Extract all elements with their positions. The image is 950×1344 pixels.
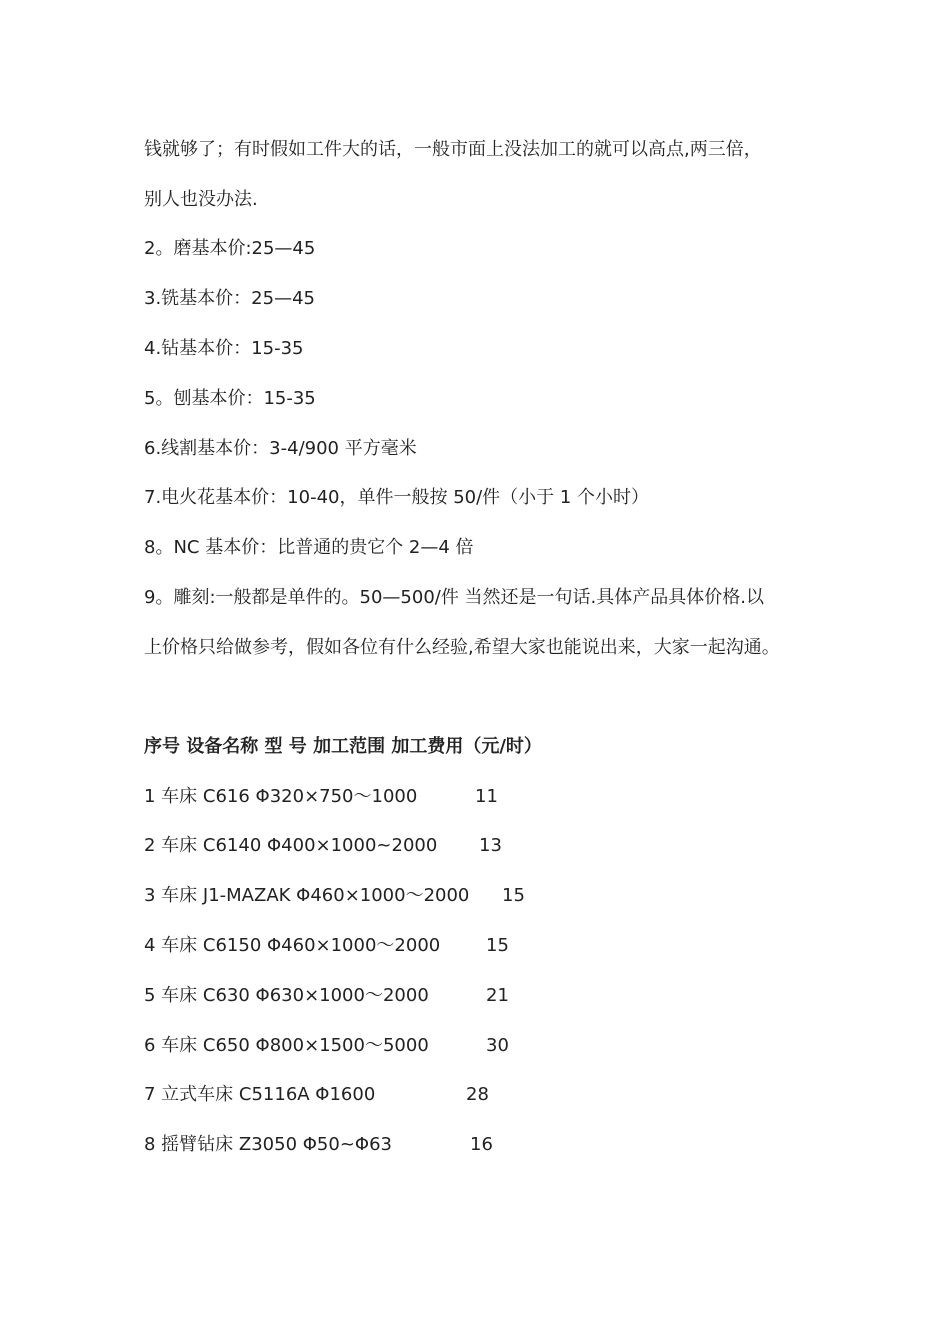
row-fee: 15 [502,885,525,906]
price-item-nc: 8。NC 基本价：比普通的贵它个 2—4 倍 [144,537,474,558]
price-item-edm: 7.电火花基本价：10-40，单件一般按 50/件（小于 1 个小时） [144,487,650,508]
row-fee: 15 [486,935,509,956]
row-text: 8 摇臂钻床 Z3050 Φ50~Φ63 [144,1134,392,1155]
row-fee: 21 [486,985,509,1006]
table-header: 序号 设备名称 型 号 加工范围 加工费用（元/时） [144,736,542,757]
price-item-wire-cut: 6.线割基本价：3-4/900 平方毫米 [144,438,417,459]
price-item-planing: 5。刨基本价：15-35 [144,388,316,409]
row-fee: 30 [486,1035,509,1056]
row-text: 5 车床 C630 Φ630×1000～2000 [144,985,429,1006]
row-fee: 28 [466,1084,489,1105]
row-text: 2 车床 C6140 Φ400×1000~2000 [144,835,438,856]
row-text: 7 立式车床 C5116A Φ1600 [144,1084,376,1105]
paragraph-line: 上价格只给做参考，假如各位有什么经验,希望大家也能说出来，大家一起沟通。 [144,637,780,658]
price-item-engraving: 9。雕刻:一般都是单件的。50—500/件 当然还是一句话.具体产品具体价格.以 [144,587,765,608]
row-text: 6 车床 C650 Φ800×1500～5000 [144,1035,429,1056]
row-fee: 11 [475,786,498,807]
paragraph-line: 钱就够了；有时假如工件大的话，一般市面上没法加工的就可以高点,两三倍， [144,139,762,160]
paragraph-line: 别人也没办法. [144,189,258,210]
price-item-grinding: 2。磨基本价:25—45 [144,238,316,259]
row-fee: 16 [470,1134,493,1155]
row-text: 3 车床 J1-MAZAK Φ460×1000～2000 [144,885,470,906]
price-item-milling: 3.铣基本价：25—45 [144,288,315,309]
row-text: 1 车床 C616 Φ320×750～1000 [144,786,418,807]
row-text: 4 车床 C6150 Φ460×1000～2000 [144,935,441,956]
price-item-drilling: 4.钻基本价：15-35 [144,338,304,359]
row-fee: 13 [479,835,502,856]
